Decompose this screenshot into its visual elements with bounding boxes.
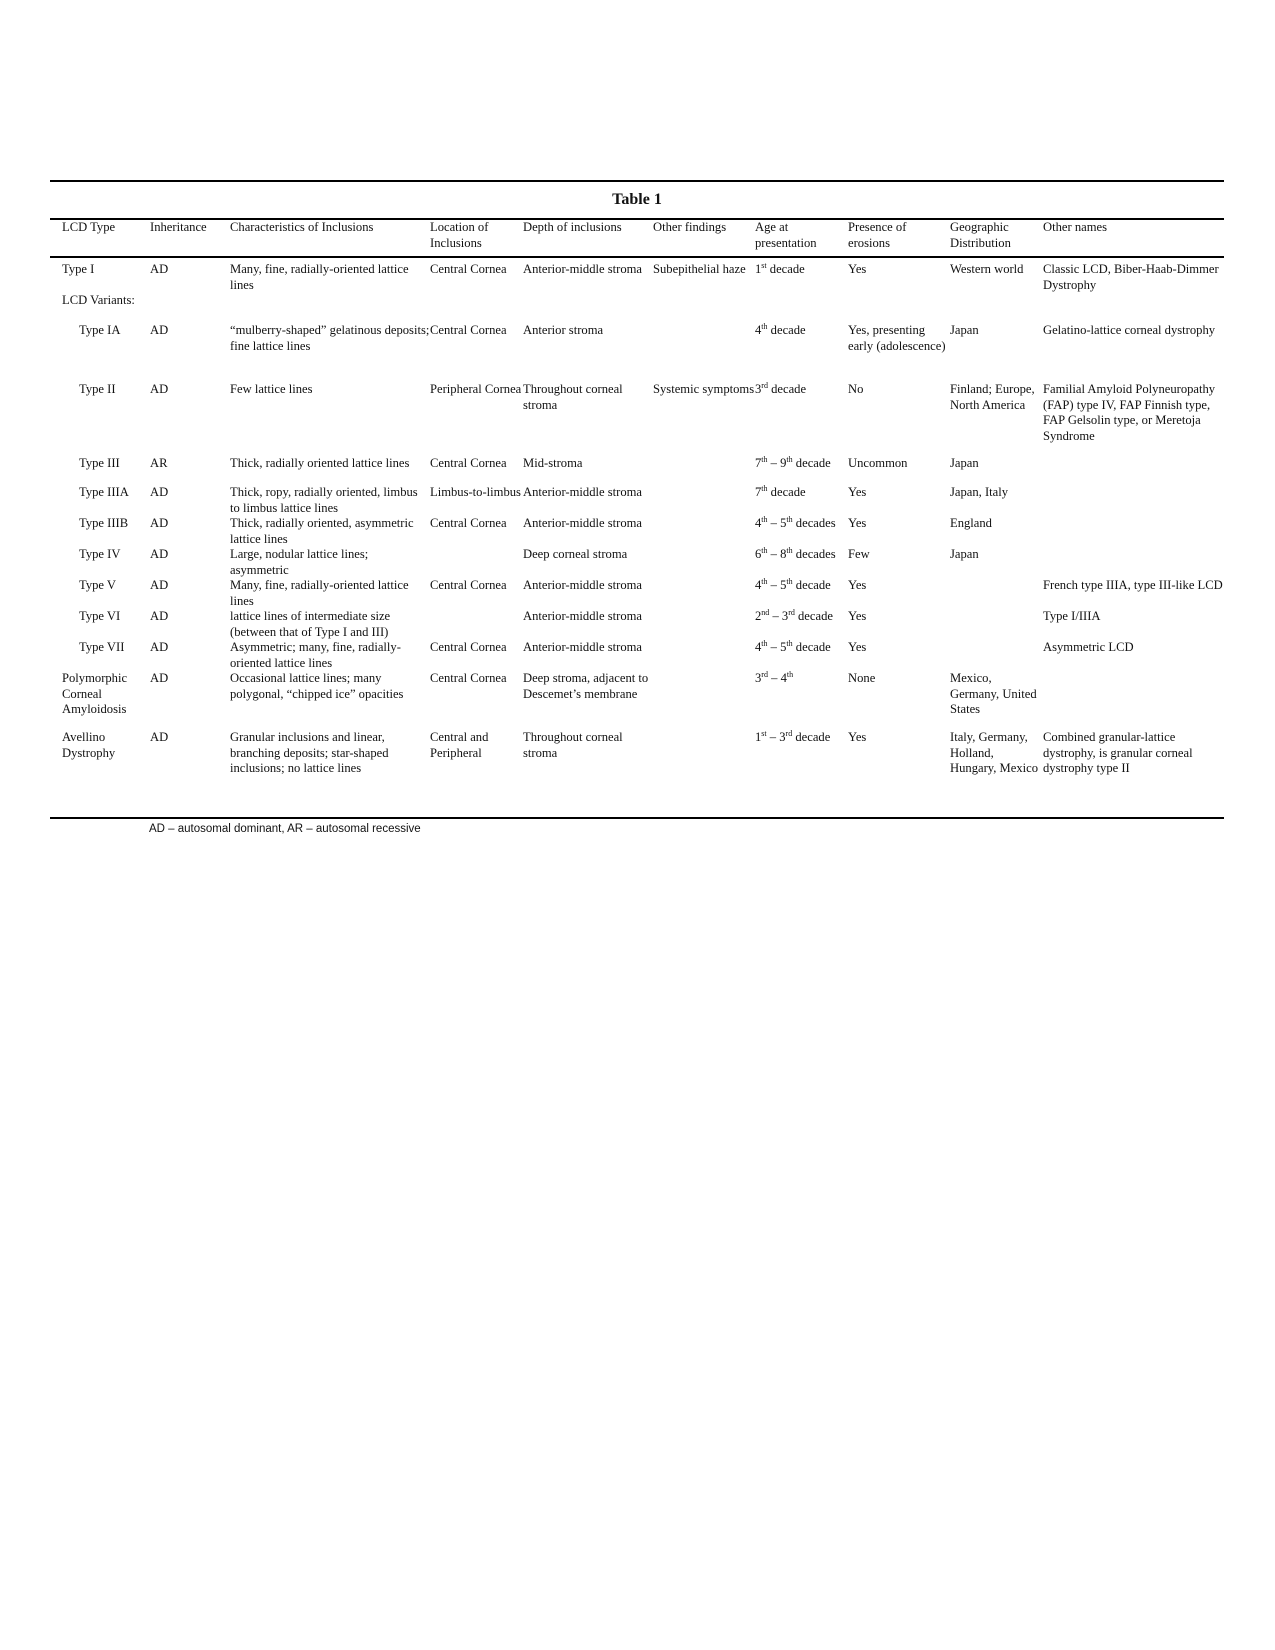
table-cell-other-names xyxy=(1043,456,1224,485)
table-cell-other-findings xyxy=(653,547,755,578)
table-cell-location: Central Cornea xyxy=(430,640,507,654)
table-cell-geography: Western world xyxy=(950,262,1024,276)
table-cell-erosions: Uncommon xyxy=(848,456,908,470)
table-cell-inheritance: AR xyxy=(150,456,168,470)
table-cell-location: Central Cornea xyxy=(430,671,507,685)
column-header: Presence of erosions xyxy=(848,220,907,250)
table-cell-characteristics: Many, fine, radially-oriented lattice lines xyxy=(230,578,409,608)
table-cell-inheritance: AD xyxy=(150,640,169,654)
table-cell-geography: Japan xyxy=(950,456,979,470)
table-cell-geography xyxy=(950,640,1043,671)
table-title: Table 1 xyxy=(612,191,662,208)
table-cell-characteristics: Granular inclusions and linear, branching deposits; star-shaped inclusions; no lattice lines xyxy=(230,730,389,775)
table-cell-characteristics: Many, fine, radially-oriented lattice lines xyxy=(230,262,409,292)
table-cell-geography xyxy=(950,293,1043,323)
table-row xyxy=(50,578,1224,609)
table-row xyxy=(50,671,1224,730)
table-cell-other-names xyxy=(1043,671,1224,730)
table-cell-erosions xyxy=(848,293,950,323)
table-row xyxy=(50,293,1224,323)
table-cell-inheritance: AD xyxy=(150,323,169,337)
table-cell-characteristics xyxy=(230,293,430,323)
table-cell-age xyxy=(755,293,848,323)
table-cell-erosions: Yes, presenting early (adolescence) xyxy=(848,323,946,353)
table-cell-depth: Deep stroma, adjacent to Descemet’s membrane xyxy=(523,671,649,701)
table-cell-other-findings xyxy=(653,730,755,806)
lcd-table xyxy=(50,220,1224,806)
table-cell-characteristics: Thick, ropy, radially oriented, limbus to limbus lattice lines xyxy=(230,485,418,515)
table-cell-characteristics: “mulberry-shaped” gelatinous deposits; fine lattice lines xyxy=(230,323,430,353)
table-cell-erosions: Yes xyxy=(848,485,867,499)
table-cell-inheritance: AD xyxy=(150,516,169,530)
table-cell-inheritance: AD xyxy=(150,609,169,623)
table-cell-other-names xyxy=(1043,485,1224,516)
table-cell-inheritance: AD xyxy=(150,730,169,744)
table-cell-geography: Japan xyxy=(950,547,979,561)
table-cell-geography: Japan xyxy=(950,323,979,337)
table-row xyxy=(50,382,1224,456)
table-cell-location xyxy=(430,547,523,578)
table-cell-characteristics: Thick, radially oriented, asymmetric lattice lines xyxy=(230,516,414,546)
table-cell-erosions: Yes xyxy=(848,730,867,744)
table-cell-geography: Finland; Europe, North America xyxy=(950,382,1035,412)
table-row xyxy=(50,516,1224,547)
column-header: Depth of inclusions xyxy=(523,220,622,234)
table-cell-type: LCD Variants: xyxy=(62,293,135,307)
table-cell-other-names: Familial Amyloid Polyneuropathy (FAP) type IV, FAP Finnish type, FAP Gelsolin type, or Meretoja Syndrome xyxy=(1043,382,1216,443)
table-cell-age: 1st – 3rd decade xyxy=(755,728,831,744)
table-cell-type: Type V xyxy=(79,578,117,592)
table-cell-other-names xyxy=(1043,293,1224,323)
table-cell-age: 7th decade xyxy=(755,483,806,499)
column-header: Other findings xyxy=(653,220,727,234)
table-cell-type: Type IIIA xyxy=(79,485,129,499)
table-cell-depth: Anterior-middle stroma xyxy=(523,578,643,592)
table-cell-erosions: Yes xyxy=(848,578,867,592)
table-cell-age: 4th decade xyxy=(755,321,806,337)
table-cell-characteristics: Few lattice lines xyxy=(230,382,313,396)
table-cell-type: Type II xyxy=(79,382,116,396)
table-cell-age: 4th – 5th decade xyxy=(755,576,831,592)
table-cell-other-findings: Subepithelial haze xyxy=(653,262,746,276)
table-cell-location: Central and Peripheral xyxy=(430,730,489,760)
table-cell-age: 7th – 9th decade xyxy=(755,454,831,470)
table-bottom-rule xyxy=(50,817,1224,819)
table-cell-other-names: Gelatino-lattice corneal dystrophy xyxy=(1043,323,1216,337)
table-cell-erosions: Yes xyxy=(848,640,867,654)
table-cell-geography: Japan, Italy xyxy=(950,485,1009,499)
table-cell-other-findings xyxy=(653,640,755,671)
table-cell-geography: Mexico, Germany, United States xyxy=(950,671,1037,716)
table-cell-inheritance: AD xyxy=(150,671,169,685)
table-row xyxy=(50,640,1224,671)
table-cell-other-names xyxy=(1043,516,1224,547)
table-cell-other-names: French type IIIA, type III-like LCD xyxy=(1043,578,1223,592)
column-header: LCD Type xyxy=(62,220,116,234)
table-cell-location: Central Cornea xyxy=(430,578,507,592)
table-cell-depth: Anterior-middle stroma xyxy=(523,485,643,499)
table-cell-erosions: Yes xyxy=(848,516,867,530)
table-cell-inheritance: AD xyxy=(150,382,169,396)
table-cell-inheritance: AD xyxy=(150,547,169,561)
table-cell-age: 3rd – 4th xyxy=(755,669,794,685)
table-cell-other-findings xyxy=(653,578,755,609)
table-cell-depth: Anterior stroma xyxy=(523,323,604,337)
table-cell-other-names: Type I/IIIA xyxy=(1043,609,1101,623)
table-cell-erosions: No xyxy=(848,382,864,396)
table-cell-geography xyxy=(950,578,1043,609)
column-header: Other names xyxy=(1043,220,1107,234)
table-cell-location: Central Cornea xyxy=(430,323,507,337)
table-cell-other-findings xyxy=(653,456,755,485)
table-cell-geography xyxy=(950,609,1043,640)
table-cell-characteristics: Large, nodular lattice lines; asymmetric xyxy=(230,547,369,577)
table-cell-type: Type IIIB xyxy=(79,516,129,530)
table-cell-other-findings xyxy=(653,323,755,382)
table-footnote: AD – autosomal dominant, AR – autosomal recessive xyxy=(149,823,421,835)
table-cell-other-findings xyxy=(653,609,755,640)
table-row xyxy=(50,456,1224,485)
table-cell-other-findings xyxy=(653,516,755,547)
table-cell-type: Type IA xyxy=(79,323,121,337)
table-cell-other-findings: Systemic symptoms xyxy=(653,382,755,396)
table-cell-age: 3rd decade xyxy=(755,380,807,396)
table-cell-erosions: Yes xyxy=(848,262,867,276)
table-cell-type: Type VII xyxy=(79,640,125,654)
table-cell-other-names: Asymmetric LCD xyxy=(1043,640,1134,654)
table-cell-type: Type IV xyxy=(79,547,121,561)
table-cell-location: Central Cornea xyxy=(430,516,507,530)
table-cell-location: Central Cornea xyxy=(430,262,507,276)
table-cell-depth xyxy=(523,293,653,323)
table-cell-age: 2nd – 3rd decade xyxy=(755,607,833,623)
table-cell-type: Type I xyxy=(62,262,95,276)
table-cell-geography: England xyxy=(950,516,992,530)
table-cell-other-names xyxy=(1043,547,1224,578)
table-cell-erosions: Yes xyxy=(848,609,867,623)
table-cell-age: 4th – 5th decades xyxy=(755,514,836,530)
table-cell-location: Limbus-to-limbus xyxy=(430,485,521,499)
table-cell-geography: Italy, Germany, Holland, Hungary, Mexico xyxy=(950,730,1039,775)
table-cell-characteristics: Asymmetric; many, fine, radially-oriented lattice lines xyxy=(230,640,401,670)
table-cell-inheritance: AD xyxy=(150,485,169,499)
table-header-row xyxy=(50,220,1224,256)
table-row xyxy=(50,609,1224,640)
table-cell-location: Central Cornea xyxy=(430,456,507,470)
table-cell-depth: Mid-stroma xyxy=(523,456,583,470)
table-cell-depth: Anterior-middle stroma xyxy=(523,640,643,654)
column-header: Geographic Distribution xyxy=(950,220,1011,250)
table-cell-type: Type III xyxy=(79,456,120,470)
column-header: Characteristics of Inclusions xyxy=(230,220,374,234)
table-cell-characteristics: lattice lines of intermediate size (between that of Type I and III) xyxy=(230,609,391,639)
table-cell-characteristics: Thick, radially oriented lattice lines xyxy=(230,456,410,470)
table-cell-depth: Throughout corneal stroma xyxy=(523,382,623,412)
table-cell-age: 1st decade xyxy=(755,260,805,276)
table-cell-inheritance xyxy=(150,293,230,323)
table-top-rule xyxy=(50,180,1224,182)
table-cell-location xyxy=(430,293,523,323)
table-cell-other-findings xyxy=(653,293,755,323)
column-header: Inheritance xyxy=(150,220,207,234)
table-cell-inheritance: AD xyxy=(150,262,169,276)
table-cell-other-findings xyxy=(653,671,755,730)
table-cell-erosions: None xyxy=(848,671,876,685)
table-body xyxy=(50,256,1224,806)
table-cell-location: Peripheral Cornea xyxy=(430,382,522,396)
column-header: Location of Inclusions xyxy=(430,220,489,250)
table-cell-location xyxy=(430,609,523,640)
table-row xyxy=(50,323,1224,382)
table-cell-depth: Throughout corneal stroma xyxy=(523,730,623,760)
table-cell-erosions: Few xyxy=(848,547,870,561)
table-cell-type: Type VI xyxy=(79,609,121,623)
table-cell-characteristics: Occasional lattice lines; many polygonal, “chipped ice” opacities xyxy=(230,671,404,701)
table-cell-depth: Anterior-middle stroma xyxy=(523,516,643,530)
table-cell-inheritance: AD xyxy=(150,578,169,592)
table-cell-type: Polymorphic Corneal Amyloidosis xyxy=(62,671,128,716)
table-cell-other-names: Classic LCD, Biber-Haab-Dimmer Dystrophy xyxy=(1043,262,1219,292)
table-row xyxy=(50,547,1224,578)
table-cell-age: 4th – 5th decade xyxy=(755,638,831,654)
table-cell-depth: Anterior-middle stroma xyxy=(523,262,643,276)
table-cell-type: Avellino Dystrophy xyxy=(62,730,116,760)
table-container xyxy=(50,220,1224,806)
table-row xyxy=(50,485,1224,516)
table-cell-depth: Deep corneal stroma xyxy=(523,547,628,561)
table-cell-age: 6th – 8th decades xyxy=(755,545,836,561)
table-cell-other-names: Combined granular-lattice dystrophy, is granular corneal dystrophy type II xyxy=(1043,730,1193,775)
table-cell-depth: Anterior-middle stroma xyxy=(523,609,643,623)
table-row xyxy=(50,256,1224,293)
table-cell-other-findings xyxy=(653,485,755,516)
table-row xyxy=(50,730,1224,806)
column-header: Age at presentation xyxy=(755,220,817,250)
